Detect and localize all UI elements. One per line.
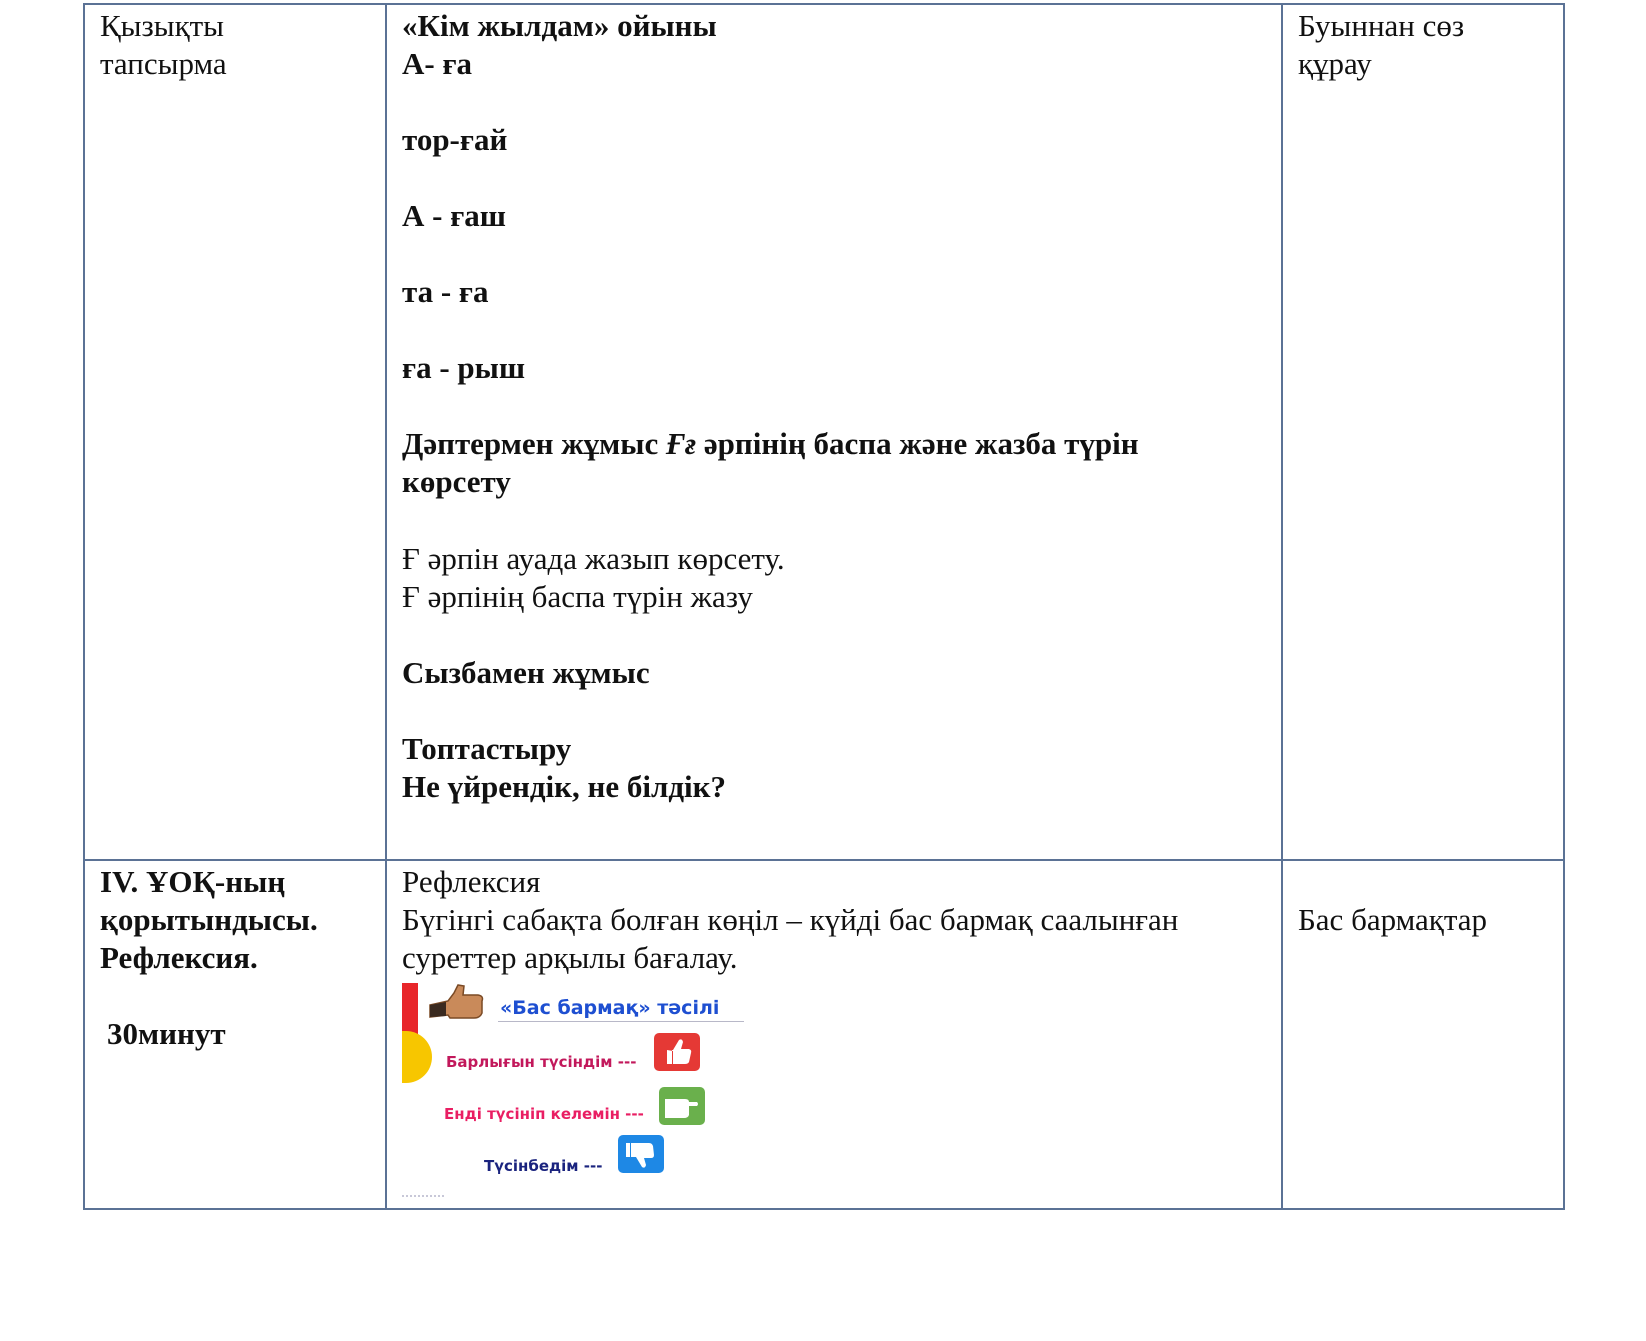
table-row	[84, 4, 1564, 860]
grouping-task: Топтастыру	[402, 731, 572, 766]
reflection-label: Рефлексия	[402, 864, 541, 899]
strategy-item-label: Барлығын түсіндім ---	[446, 1053, 637, 1071]
stage-text: тапсырма	[100, 46, 227, 81]
duration: 30минут	[107, 1016, 226, 1051]
air-writing-task: Ғ әрпін ауада жазып көрсету.	[402, 541, 785, 576]
what-learned-question: Не үйрендік, не білдік?	[402, 769, 727, 804]
resource-cell	[1282, 860, 1564, 1209]
syllable-item: А - ғаш	[402, 198, 506, 233]
resource-cell	[1282, 4, 1564, 860]
letter-sample: Ғғ	[666, 426, 697, 461]
reflection-text: суреттер арқылы бағалау.	[402, 940, 738, 975]
lesson-plan-table	[83, 3, 1565, 1210]
thumbs-up-icon	[654, 1033, 700, 1071]
thumbs-strategy-image	[402, 983, 762, 1201]
print-writing-task: Ғ әрпінің баспа түрін жазу	[402, 579, 753, 614]
stage-cell	[84, 860, 386, 1209]
activity-cell	[386, 860, 1282, 1209]
resource-text: құрау	[1298, 46, 1372, 81]
strategy-item-label: Түсінбедім ---	[484, 1157, 603, 1175]
reflection-text: Бүгінгі сабақта болған көңіл – күйді бас бармақ саалынған	[402, 902, 1179, 937]
scheme-work-task: Сызбамен жұмыс	[402, 655, 650, 690]
notebook-task-continued: көрсету	[402, 464, 511, 499]
resource-text: Бас бармақтар	[1298, 902, 1488, 937]
resource-text: Буыннан сөз	[1298, 8, 1465, 43]
stage-cell	[84, 4, 386, 860]
thumbs-down-icon	[618, 1135, 664, 1173]
game-title: «Кім жылдам» ойыны	[402, 8, 717, 43]
stage-text: қорытындысы.	[100, 902, 318, 937]
stage-text: Қызықты	[100, 8, 225, 43]
divider	[498, 1021, 744, 1022]
syllable-item: А- ға	[402, 46, 473, 81]
table-row	[84, 860, 1564, 1209]
syllable-item: та - ға	[402, 274, 489, 309]
syllable-item: ға - рыш	[402, 350, 526, 385]
stage-text: Рефлексия.	[100, 940, 258, 975]
syllable-item: тор-ғай	[402, 122, 508, 157]
decoration	[402, 1195, 444, 1201]
activity-cell	[386, 4, 1282, 860]
thumbs-up-hand-icon	[428, 983, 486, 1021]
decoration	[402, 1031, 432, 1083]
strategy-title: «Бас бармақ» тәсілі	[500, 997, 720, 1019]
strategy-item-label: Енді түсініп келемін ---	[444, 1105, 644, 1123]
thumb-sideways-icon	[659, 1087, 705, 1125]
stage-text: IV. ҰОҚ-ның	[100, 864, 286, 899]
notebook-task: Дәптермен жұмыс Ғғ әрпінің баспа және жазба түрін	[402, 426, 1139, 461]
